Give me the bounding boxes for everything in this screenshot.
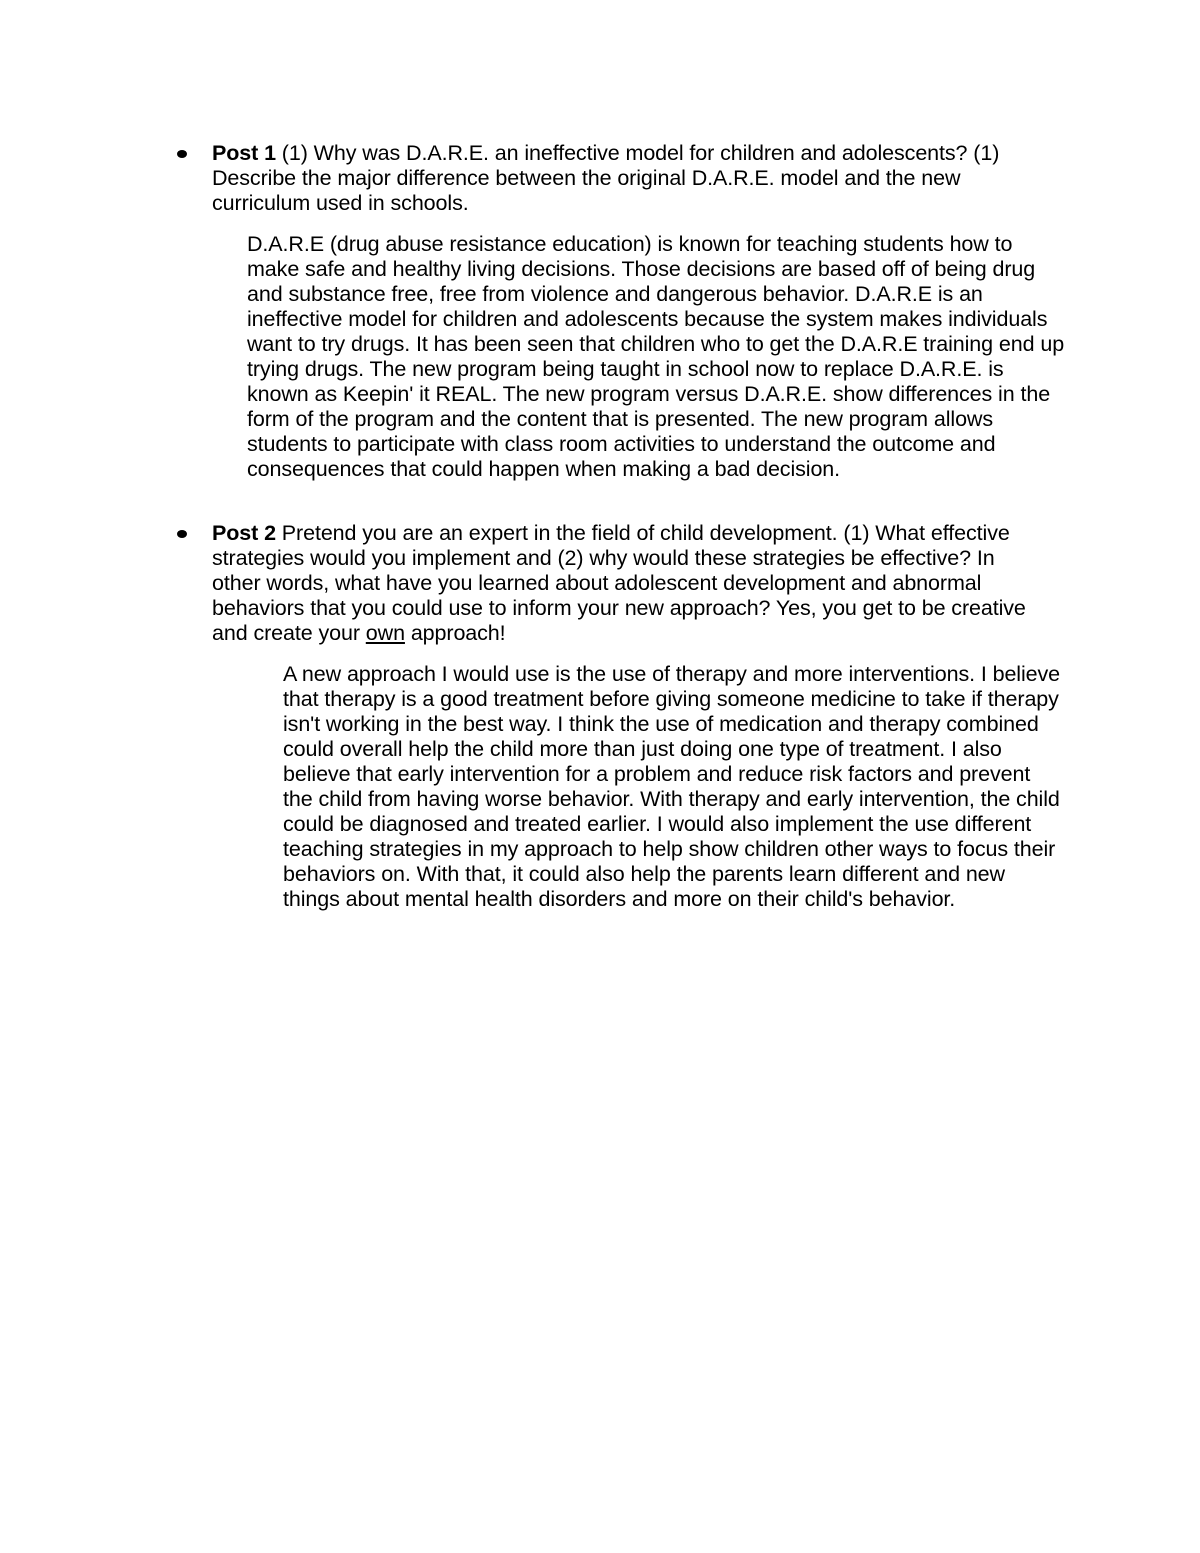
bullet-icon bbox=[177, 150, 187, 158]
post-2 bbox=[172, 521, 1072, 912]
post-2-underlined-word: own bbox=[365, 621, 405, 645]
post-1-answer: D.A.R.E (drug abuse resistance education) is known for teaching students how to make safe and healthy living decisions. Those decisions are based off of being drug and substance free, free from violence and dangerous behavior. D.A.R.E is an ineffective model for children and adolescents because the system makes individuals want to try drugs. It has been seen that children who to get the D.A.R.E training end up trying drugs. The new program being taught in school now to replace D.A.R.E. is known as Keepin' it REAL. The new program versus D.A.R.E. show differences in the form of the program and the content that is presented. The new program allows students to participate with class room activities to understand the outcome and consequences that could happen when making a bad decision. bbox=[247, 232, 1065, 481]
post-1-question: (1) Why was D.A.R.E. an ineffective model for children and adolescents? (1) Describe the major difference between the original D.A.R.E. model and the new curriculum used in schools. bbox=[212, 141, 1000, 215]
post-2-question-end: approach! bbox=[410, 621, 506, 645]
post-1 bbox=[172, 141, 1072, 482]
post-2-answer: A new approach I would use is the use of therapy and more interventions. I believe that therapy is a good treatment before giving someone medicine to take if therapy isn't working in the best way. I think the use of medication and therapy combined could overall help the child more than just doing one type of treatment. I also believe that early intervention for a problem and reduce risk factors and prevent the child from having worse behavior. With therapy and early intervention, the child could be diagnosed and treated earlier. I would also implement the use different teaching strategies in my approach to help show children other ways to focus their behaviors on. With that, it could also help the parents learn different and new things about mental health disorders and more on their child's behavior. bbox=[283, 662, 1061, 911]
post-2-question: Pretend you are an expert in the field of child development. (1) What effective strategies would you implement and (2) why would these strategies be effective? In other words, what have you learned about adolescent development and abnormal behaviors that you could use to inform your new approach? Yes, you get to be creative and create your bbox=[212, 521, 1026, 645]
post-1-prompt bbox=[212, 141, 1032, 216]
post-2-label: Post 2 bbox=[212, 521, 276, 545]
bullet-icon bbox=[177, 530, 187, 538]
post-1-label: Post 1 bbox=[212, 141, 276, 165]
post-2-prompt bbox=[212, 521, 1032, 646]
